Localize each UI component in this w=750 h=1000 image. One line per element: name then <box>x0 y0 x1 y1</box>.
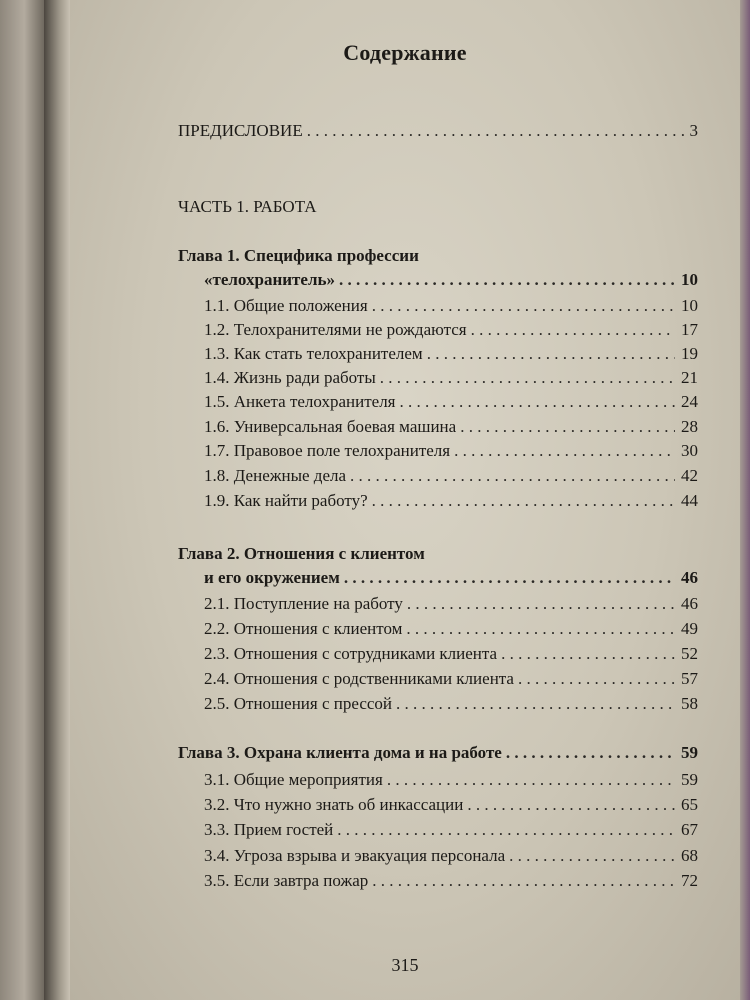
toc-entry-page: 65 <box>681 795 698 814</box>
book-gutter <box>44 0 70 1000</box>
leader-dots <box>506 742 675 764</box>
leader-dots <box>396 693 675 715</box>
toc-entry-label: 1.7. Правовое поле телохранителя <box>204 441 451 460</box>
leader-dots <box>407 593 675 615</box>
toc-entry-page: 10 <box>681 296 698 315</box>
toc-entry <box>204 465 698 487</box>
toc-entry-page: 57 <box>681 669 698 688</box>
toc-entry-page: 46 <box>681 568 698 587</box>
book-page <box>70 0 740 1000</box>
toc-entry <box>204 794 698 816</box>
leader-dots <box>509 845 675 867</box>
leader-dots <box>372 295 675 317</box>
toc-entry-label: 1.2. Телохранителями не рождаются <box>204 320 467 339</box>
toc-entry-page: 67 <box>681 820 698 839</box>
toc-entry-page: 68 <box>681 846 698 865</box>
toc-entry <box>204 295 698 317</box>
toc-entry-label: 2.1. Поступление на работу <box>204 594 403 613</box>
toc-entry-page: 59 <box>681 770 698 789</box>
leader-dots <box>467 794 675 816</box>
leader-dots <box>518 668 675 690</box>
toc-entry-page: 28 <box>681 417 698 436</box>
toc-entry-page: 42 <box>681 466 698 485</box>
chapter-2-title-line1: Глава 2. Отношения с клиентом <box>178 544 425 563</box>
toc-entry-label: 3.1. Общие мероприятия <box>204 770 383 789</box>
toc-entry-label: 3.2. Что нужно знать об инкассации <box>204 795 464 814</box>
leader-dots <box>337 819 675 841</box>
toc-entry <box>204 668 698 690</box>
leader-dots <box>406 618 675 640</box>
leader-dots <box>460 416 675 438</box>
toc-entry-label: ПРЕДИСЛОВИЕ <box>178 121 303 140</box>
toc-entry <box>204 490 698 512</box>
leader-dots <box>471 319 675 341</box>
toc-entry-label: 3.3. Прием гостей <box>204 820 334 839</box>
toc-entry-page: 46 <box>681 594 698 613</box>
chapter-1-entry <box>204 269 698 291</box>
toc-entry-label: и его окружением <box>204 568 340 587</box>
leader-dots <box>427 343 675 365</box>
toc-entry-page: 58 <box>681 694 698 713</box>
leader-dots <box>454 440 675 462</box>
toc-entry-label: «телохранитель» <box>204 270 335 289</box>
page-number: 315 <box>391 955 419 975</box>
leader-dots <box>501 643 675 665</box>
toc-entry-page: 59 <box>681 743 698 762</box>
toc-entry-label: 1.9. Как найти работу? <box>204 491 368 510</box>
toc-entry-label: 1.4. Жизнь ради работы <box>204 368 376 387</box>
toc-entry <box>204 440 698 462</box>
toc-entry <box>204 769 698 791</box>
toc-entry <box>204 593 698 615</box>
leader-dots <box>372 870 675 892</box>
toc-entry-page: 17 <box>681 320 698 339</box>
toc-entry-label: 1.3. Как стать телохранителем <box>204 344 423 363</box>
toc-entry-page: 44 <box>681 491 698 510</box>
toc-entry-page: 30 <box>681 441 698 460</box>
page-title: Содержание <box>343 40 467 65</box>
leader-dots <box>350 465 675 487</box>
toc-entry-label: 2.5. Отношения с прессой <box>204 694 393 713</box>
toc-entry-label: 2.3. Отношения с сотрудниками клиента <box>204 644 498 663</box>
toc-entry <box>204 319 698 341</box>
toc-entry <box>204 643 698 665</box>
toc-entry-label: 1.5. Анкета телохранителя <box>204 392 396 411</box>
facing-page-edge <box>0 0 44 1000</box>
toc-entry-page: 10 <box>681 270 698 289</box>
background-surface <box>740 0 750 1000</box>
toc-entry-label: 3.5. Если завтра пожар <box>204 871 369 890</box>
toc-entry <box>204 693 698 715</box>
toc-entry <box>204 391 698 413</box>
chapter-2-entry <box>204 567 698 589</box>
toc-entry <box>204 416 698 438</box>
toc-entry-page: 72 <box>681 871 698 890</box>
toc-entry-label: 2.4. Отношения с родственниками клиента <box>204 669 514 688</box>
toc-entry-label: 1.8. Денежные дела <box>204 466 347 485</box>
toc-entry <box>204 618 698 640</box>
toc-entry-page: 21 <box>681 368 698 387</box>
leader-dots <box>307 120 684 142</box>
toc-entry-label: Глава 3. Охрана клиента дома и на работе <box>178 743 502 762</box>
toc-entry <box>204 343 698 365</box>
toc-entry-preface <box>178 120 698 142</box>
toc-entry-page: 24 <box>681 392 698 411</box>
leader-dots <box>387 769 675 791</box>
toc-entry-label: 3.4. Угроза взрыва и эвакуация персонала <box>204 846 506 865</box>
chapter-1-title-line1: Глава 1. Специфика профессии <box>178 246 419 265</box>
toc-entry <box>204 367 698 389</box>
chapter-3-entry <box>178 742 698 764</box>
toc-entry <box>204 819 698 841</box>
toc-entry-label: 1.1. Общие положения <box>204 296 368 315</box>
toc-entry <box>204 870 698 892</box>
leader-dots <box>344 567 675 589</box>
toc-entry-page: 49 <box>681 619 698 638</box>
toc-entry-label: 2.2. Отношения с клиентом <box>204 619 403 638</box>
leader-dots <box>372 490 675 512</box>
toc-entry-page: 19 <box>681 344 698 363</box>
leader-dots <box>400 391 676 413</box>
toc-entry-page: 3 <box>689 121 698 140</box>
toc-entry-label: 1.6. Универсальная боевая машина <box>204 417 457 436</box>
toc-entry-page: 52 <box>681 644 698 663</box>
leader-dots <box>339 269 675 291</box>
leader-dots <box>380 367 675 389</box>
part-heading: ЧАСТЬ 1. РАБОТА <box>178 197 317 216</box>
toc-entry <box>204 845 698 867</box>
